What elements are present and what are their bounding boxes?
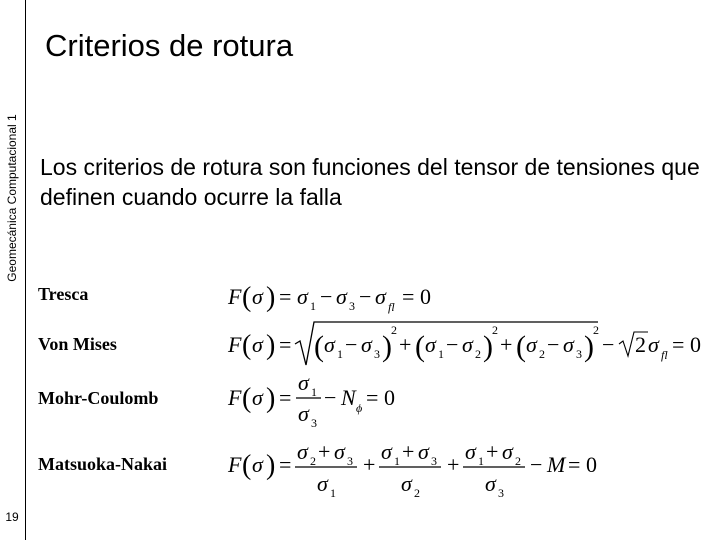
svg-text:): ) [483, 330, 493, 363]
svg-text:(: ( [242, 383, 252, 414]
svg-text:1: 1 [330, 486, 336, 500]
svg-text:): ) [266, 282, 276, 313]
svg-text:σ: σ [381, 439, 392, 464]
svg-text:+: + [402, 439, 415, 464]
svg-text:σ: σ [297, 439, 308, 464]
svg-text:−: − [324, 385, 337, 410]
svg-text:(: ( [242, 330, 252, 361]
svg-text:=: = [279, 332, 292, 357]
svg-text:1: 1 [394, 454, 400, 468]
criterion-name-matsuoka-nakai: Matsuoka-Nakai [38, 454, 168, 474]
svg-text:σ: σ [526, 332, 537, 357]
svg-text:F: F [228, 452, 242, 477]
svg-text:−: − [320, 284, 333, 309]
svg-text:=: = [402, 284, 415, 309]
svg-text:+: + [500, 332, 513, 357]
svg-text:(: ( [242, 450, 252, 481]
svg-text:σ: σ [334, 439, 345, 464]
svg-text:σ: σ [648, 332, 659, 357]
svg-text:−: − [547, 332, 560, 357]
svg-text:2: 2 [635, 332, 646, 357]
svg-text:σ: σ [252, 385, 263, 410]
svg-text:3: 3 [498, 486, 504, 500]
svg-text:σ: σ [252, 284, 263, 309]
svg-text:2: 2 [391, 323, 397, 337]
svg-text:0: 0 [690, 332, 701, 357]
svg-text:(: ( [415, 330, 425, 363]
svg-text:2: 2 [475, 347, 481, 361]
svg-text:σ: σ [324, 332, 335, 357]
svg-text:σ: σ [563, 332, 574, 357]
svg-text:1: 1 [310, 299, 316, 313]
svg-text:=: = [279, 452, 292, 477]
svg-text:−: − [530, 452, 543, 477]
svg-text:1: 1 [311, 385, 317, 399]
svg-text:σ: σ [465, 439, 476, 464]
svg-text:+: + [399, 332, 412, 357]
svg-text:−: − [359, 284, 372, 309]
svg-text:2: 2 [539, 347, 545, 361]
svg-text:σ: σ [502, 439, 513, 464]
svg-text:fl: fl [388, 300, 395, 314]
svg-text:): ) [382, 330, 392, 363]
svg-text:3: 3 [311, 416, 317, 430]
formula-tresca [227, 282, 431, 314]
svg-text:0: 0 [420, 284, 431, 309]
slide-title: Criterios de rotura [45, 28, 294, 63]
svg-text:N: N [341, 385, 356, 410]
svg-text:σ: σ [297, 284, 308, 309]
svg-text:(: ( [242, 282, 252, 313]
criterion-name-tresca: Tresca [38, 284, 89, 304]
svg-text:σ: σ [298, 370, 309, 395]
svg-text:σ: σ [462, 332, 473, 357]
formula-von-mises [227, 322, 701, 365]
svg-text:0: 0 [586, 452, 597, 477]
svg-text:2: 2 [310, 454, 316, 468]
svg-text:σ: σ [425, 332, 436, 357]
svg-text:+: + [486, 439, 499, 464]
formula-matsuoka-nakai [227, 439, 597, 500]
svg-text:F: F [228, 332, 242, 357]
svg-text:σ: σ [401, 471, 412, 496]
formula-mohr-coulomb [227, 370, 395, 430]
svg-text:σ: σ [298, 401, 309, 426]
svg-text:=: = [672, 332, 685, 357]
svg-text:2: 2 [492, 323, 498, 337]
svg-text:2: 2 [515, 454, 521, 468]
svg-text:F: F [228, 385, 242, 410]
svg-text:−: − [602, 332, 615, 357]
svg-text:(: ( [314, 330, 324, 363]
svg-text:2: 2 [593, 323, 599, 337]
svg-text:=: = [568, 452, 581, 477]
svg-text:): ) [266, 450, 276, 481]
svg-text:1: 1 [478, 454, 484, 468]
svg-text:σ: σ [252, 332, 263, 357]
svg-text:=: = [279, 385, 292, 410]
criterion-name-mohr-coulomb: Mohr-Coulomb [38, 388, 159, 408]
svg-text:0: 0 [384, 385, 395, 410]
svg-text:fl: fl [661, 348, 668, 362]
svg-text:+: + [447, 452, 460, 477]
svg-text:): ) [584, 330, 594, 363]
svg-text:2: 2 [414, 486, 420, 500]
svg-text:): ) [266, 330, 276, 361]
svg-text:σ: σ [252, 452, 263, 477]
svg-text:+: + [318, 439, 331, 464]
svg-text:3: 3 [347, 454, 353, 468]
svg-text:1: 1 [438, 347, 444, 361]
svg-text:−: − [345, 332, 358, 357]
svg-text:ϕ: ϕ [356, 401, 363, 415]
svg-text:=: = [279, 284, 292, 309]
svg-text:−: − [446, 332, 459, 357]
svg-text:F: F [228, 284, 242, 309]
svg-text:(: ( [516, 330, 526, 363]
sidebar-title: Geomecánica Computacional 1 [5, 114, 19, 282]
svg-text:3: 3 [349, 299, 355, 313]
svg-text:): ) [266, 383, 276, 414]
svg-text:+: + [363, 452, 376, 477]
svg-text:σ: σ [336, 284, 347, 309]
svg-text:3: 3 [374, 347, 380, 361]
intro-text: Los criterios de rotura son funciones del tensor de tensiones que definen cuando ocurre la falla [40, 154, 700, 210]
svg-text:σ: σ [418, 439, 429, 464]
page-number: 19 [5, 510, 19, 524]
svg-text:3: 3 [576, 347, 582, 361]
criterion-name-von-mises: Von Mises [38, 334, 117, 354]
sidebar [0, 0, 26, 540]
svg-text:1: 1 [337, 347, 343, 361]
svg-text:σ: σ [375, 284, 386, 309]
svg-text:M: M [547, 452, 566, 477]
svg-text:3: 3 [431, 454, 437, 468]
svg-text:σ: σ [485, 471, 496, 496]
svg-text:σ: σ [317, 471, 328, 496]
svg-text:σ: σ [361, 332, 372, 357]
svg-text:=: = [366, 385, 379, 410]
